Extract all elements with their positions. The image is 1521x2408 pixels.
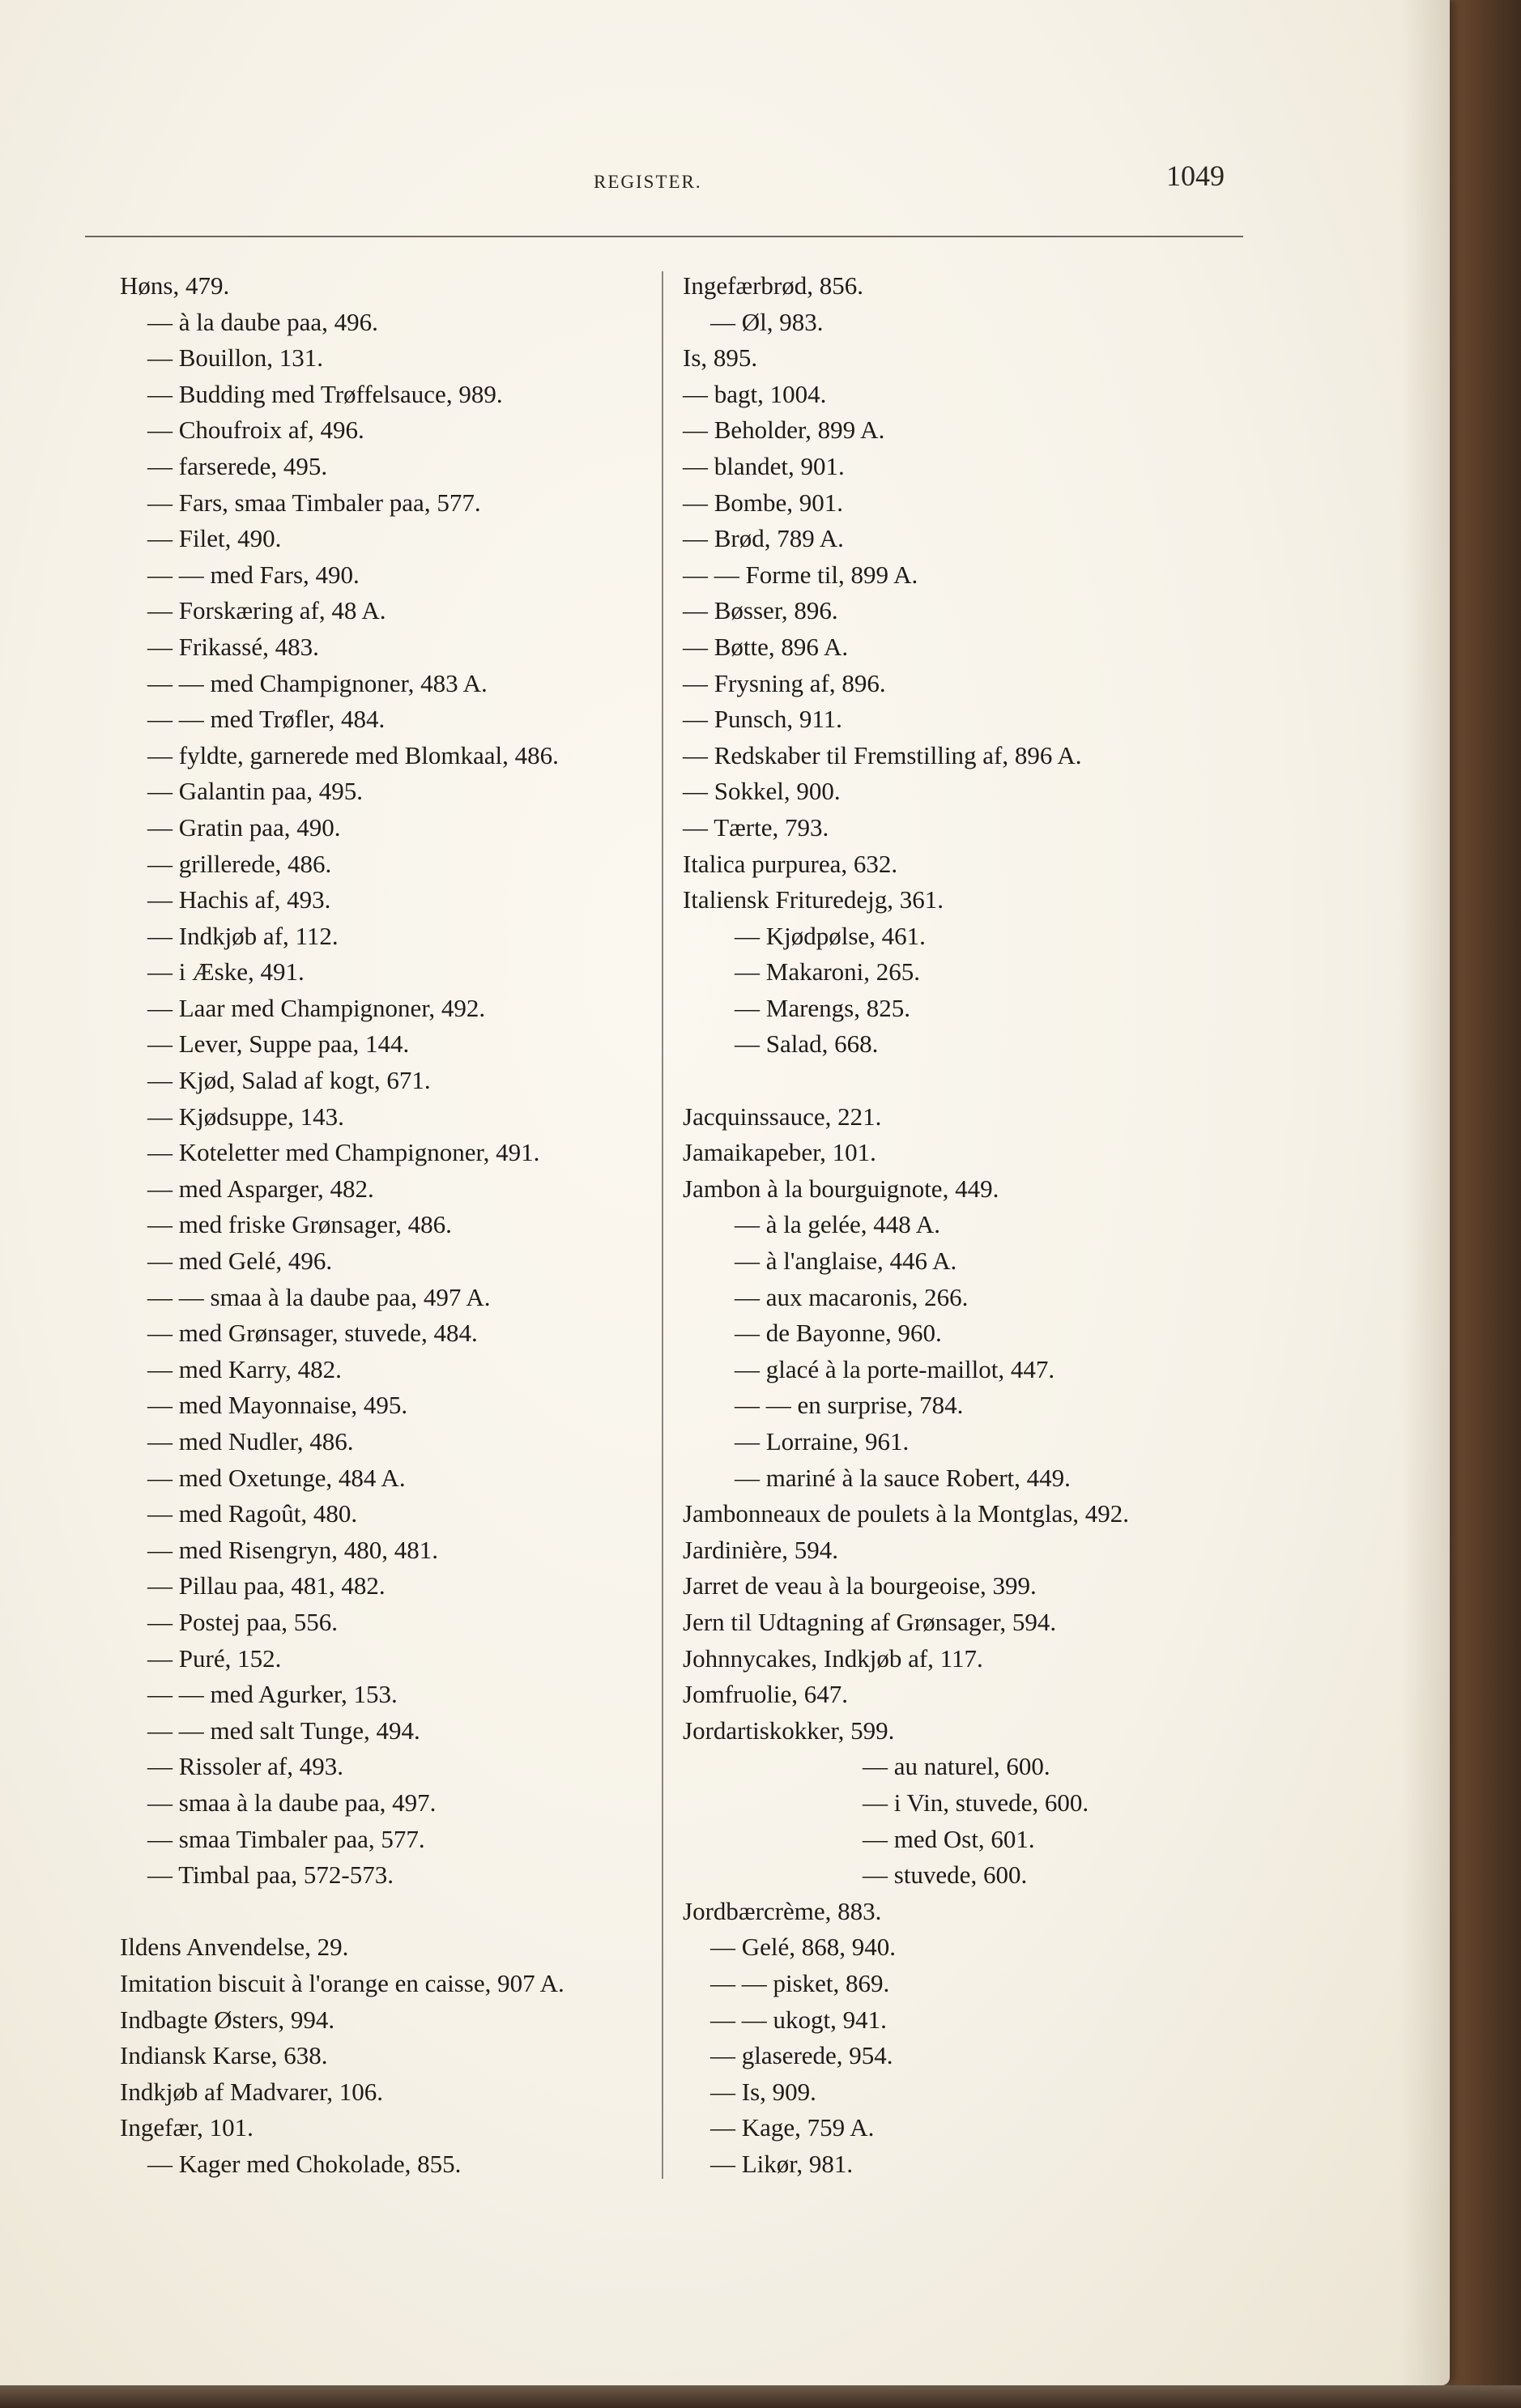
index-entry [683, 810, 1274, 846]
index-entry-text: — Makaroni, 265. [735, 957, 921, 987]
index-entry [683, 557, 1274, 594]
index-entry-text: Jambonneaux de poulets à la Montglas, 492. [683, 1499, 1130, 1528]
index-entry-text: Jambon à la bourguignote, 449. [683, 1174, 999, 1203]
index-entry [683, 1315, 1274, 1352]
index-entry-text: — Forskæring af, 48 A. [147, 596, 386, 625]
index-entry-text: — Bøtte, 896 A. [683, 632, 849, 661]
index-entry [683, 412, 1274, 449]
index-entry-text: — à la gelée, 448 A. [735, 1210, 940, 1239]
index-entry [683, 1749, 1274, 1785]
index-entry [120, 1749, 671, 1785]
index-entry [683, 1605, 1274, 1641]
index-entry-text: — glaserede, 954. [710, 2041, 893, 2070]
index-entry-text: — grillerede, 486. [147, 849, 332, 878]
index-entry [120, 1496, 671, 1532]
index-entry [120, 738, 671, 774]
index-entry-text: — aux macaronis, 266. [735, 1282, 969, 1311]
index-entry-text: Jarret de veau à la bourgeoise, 399. [683, 1571, 1037, 1600]
index-entry [120, 305, 671, 341]
index-entry [120, 1243, 671, 1280]
index-entry [683, 1387, 1274, 1424]
index-entry [683, 954, 1274, 991]
index-entry-text: — Lever, Suppe paa, 144. [147, 1029, 410, 1059]
index-entry-text: Ingefærbrød, 856. [683, 271, 863, 300]
index-entry-text: — — Forme til, 899 A. [683, 560, 918, 589]
index-entry-text: Italica purpurea, 632. [683, 849, 898, 878]
index-entry [683, 485, 1274, 522]
index-entry-text: — med Ost, 601. [863, 1824, 1035, 1853]
index-entry [683, 1532, 1274, 1569]
index-entry [683, 1713, 1274, 1750]
index-entry-text: — au naturel, 600. [863, 1752, 1050, 1781]
index-entry-text: — Tærte, 793. [683, 812, 829, 842]
index-entry-text: Jacquinssauce, 221. [683, 1102, 882, 1131]
index-entry-text: — Indkjøb af, 112. [147, 921, 339, 950]
index-entry-text: — Kager med Chokolade, 855. [147, 2149, 462, 2178]
index-entry-text: — Kage, 759 A. [710, 2113, 875, 2142]
index-entry-text: — Postej paa, 556. [147, 1607, 339, 1636]
index-entry [120, 918, 671, 955]
index-entry [120, 340, 671, 377]
index-entry-text: — med Nudler, 486. [147, 1427, 354, 1455]
index-entry-text: — Laar med Champignoner, 492. [147, 993, 486, 1022]
index-entry-text: Ingefær, 101. [120, 2113, 254, 2142]
index-entry-text: Ildens Anvendelse, 29. [120, 1933, 349, 1962]
index-entry [120, 1677, 671, 1713]
index-entry [120, 1568, 671, 1605]
index-entry [120, 1063, 671, 1099]
index-entry [120, 666, 671, 702]
index-entry [683, 918, 1274, 955]
index-entry-text: — — med salt Tunge, 494. [147, 1715, 420, 1745]
index-entry [683, 2074, 1274, 2111]
index-entry [683, 882, 1274, 918]
index-entry [683, 1171, 1274, 1208]
index-entry-text: — Likør, 981. [710, 2149, 854, 2178]
index-entry-text: — Marengs, 825. [735, 993, 910, 1022]
index-entry-text: — i Vin, stuvede, 600. [863, 1788, 1089, 1817]
index-entry [683, 774, 1274, 810]
index-entry [683, 1135, 1274, 1171]
index-entry [120, 1280, 671, 1316]
index-entry [683, 1424, 1274, 1460]
index-entry-text: — Gelé, 868, 940. [710, 1933, 897, 1962]
index-entry-text: — fyldte, garnerede med Blomkaal, 486. [147, 740, 559, 769]
index-entry-text: Indiansk Karse, 638. [120, 2041, 328, 2070]
index-entry [683, 2038, 1274, 2074]
index-entry-text: Jardinière, 594. [683, 1535, 838, 1564]
index-entry-text: — — smaa à la daube paa, 497 A. [147, 1282, 491, 1311]
index-entry [120, 1894, 671, 1930]
index-entry-text: — Rissoler af, 493. [147, 1752, 343, 1781]
index-entry [120, 485, 671, 522]
index-entry-text: — — pisket, 869. [710, 1968, 890, 1997]
index-entry [120, 1966, 671, 2002]
index-entry [683, 1894, 1274, 1930]
index-entry [683, 1026, 1274, 1063]
page-number: 1049 [1166, 160, 1225, 192]
index-entry [120, 2110, 671, 2146]
index-entry [120, 1424, 671, 1460]
index-column-left [120, 268, 671, 2182]
index-entry [683, 1822, 1274, 1858]
index-entry [683, 1352, 1274, 1388]
index-entry [683, 629, 1274, 666]
index-entry [120, 1135, 671, 1171]
index-entry [683, 701, 1274, 738]
index-entry [120, 2002, 671, 2039]
index-entry [120, 412, 671, 449]
index-entry-text: — — med Trøfler, 484. [147, 705, 386, 734]
index-entry [683, 1966, 1274, 2002]
index-entry [683, 305, 1274, 341]
index-entry [120, 1641, 671, 1677]
running-title: REGISTER. [594, 172, 702, 192]
index-entry [120, 593, 671, 629]
index-entry-text: Italiensk Frituredejg, 361. [683, 885, 944, 914]
index-entry-text: Jomfruolie, 647. [683, 1680, 849, 1709]
index-entry [683, 846, 1274, 883]
index-entry [120, 268, 671, 305]
index-entry-text: — à l'anglaise, 446 A. [735, 1247, 957, 1276]
index-entry [683, 1929, 1274, 1966]
index-entry [120, 846, 671, 883]
index-entry-text: — farserede, 495. [147, 451, 328, 480]
index-entry [120, 629, 671, 666]
index-entry-text: — med Gelé, 496. [147, 1247, 333, 1276]
index-entry-text: — med Mayonnaise, 495. [147, 1391, 408, 1420]
index-entry-text: — Galantin paa, 495. [147, 777, 364, 806]
index-entry-text: — Bøsser, 896. [683, 596, 838, 625]
index-entry [120, 1785, 671, 1822]
index-entry-text: Høns, 479. [120, 271, 230, 300]
index-entry [120, 1460, 671, 1497]
index-entry-text: Jamaikapeber, 101. [683, 1138, 876, 1167]
index-entry [683, 1280, 1274, 1316]
index-entry [683, 1460, 1274, 1497]
header-rule [85, 236, 1243, 237]
index-entry [120, 2146, 671, 2183]
index-entry-text: Imitation biscuit à l'orange en caisse, 907 A. [120, 1968, 565, 1997]
index-entry [120, 1822, 671, 1858]
index-entry-text: — — med Champignoner, 483 A. [147, 668, 488, 697]
index-entry-text: — Pillau paa, 481, 482. [147, 1571, 386, 1600]
index-entry-text: — Is, 909. [710, 2077, 816, 2106]
index-entry [120, 991, 671, 1027]
index-entry-text: — Puré, 152. [147, 1643, 282, 1673]
index-entry [120, 449, 671, 485]
index-entry-text: — smaa Timbaler paa, 577. [147, 1824, 425, 1853]
index-entry-text: — Gratin paa, 490. [147, 812, 341, 842]
index-entry-text: — med Grønsager, stuvede, 484. [147, 1319, 478, 1348]
index-entry [683, 593, 1274, 629]
index-entry-text: — — en surprise, 784. [735, 1391, 964, 1420]
index-entry [683, 1099, 1274, 1136]
index-entry-text: — Bouillon, 131. [147, 343, 324, 373]
index-entry-text: — Punsch, 911. [683, 705, 842, 734]
index-column-right [683, 268, 1274, 2182]
index-entry [120, 774, 671, 810]
index-entry [683, 268, 1274, 305]
index-entry-text: — Timbal paa, 572-573. [147, 1860, 394, 1890]
index-entry [120, 1387, 671, 1424]
index-entry [683, 377, 1274, 413]
index-entry-text: — med Oxetunge, 484 A. [147, 1463, 406, 1492]
index-entry [120, 1929, 671, 1966]
index-entry [683, 449, 1274, 485]
index-entry-text: — Hachis af, 493. [147, 885, 331, 914]
index-entry-text: Jordartiskokker, 599. [683, 1715, 895, 1745]
index-entry [683, 1207, 1274, 1243]
index-entry [120, 810, 671, 846]
index-entry-text: — — med Fars, 490. [147, 560, 360, 589]
index-entry-text: — Frikassé, 483. [147, 632, 319, 661]
index-entry-text: Johnnycakes, Indkjøb af, 117. [683, 1643, 983, 1673]
index-entry-text: — med Ragoût, 480. [147, 1499, 358, 1528]
index-entry [683, 340, 1274, 377]
index-entry-text: — Fars, smaa Timbaler paa, 577. [147, 488, 481, 517]
index-entry [683, 991, 1274, 1027]
index-entry [683, 1857, 1274, 1894]
index-entry [683, 2146, 1274, 2183]
index-entry-text: — Sokkel, 900. [683, 777, 841, 806]
index-entry [683, 1063, 1274, 1099]
index-entry-text: — glacé à la porte-maillot, 447. [735, 1354, 1055, 1383]
index-entry-text: — Kjød, Salad af kogt, 671. [147, 1066, 431, 1095]
index-entry-text: Indbagte Østers, 994. [120, 2005, 335, 2034]
index-entry [683, 2002, 1274, 2039]
index-entry [683, 1243, 1274, 1280]
index-entry [683, 1568, 1274, 1605]
index-entry [683, 1785, 1274, 1822]
index-entry [120, 701, 671, 738]
index-entry-text: — stuvede, 600. [863, 1860, 1028, 1890]
index-entry-text: — Brød, 789 A. [683, 524, 844, 553]
index-entry-text: — med friske Grønsager, 486. [147, 1210, 452, 1239]
index-entry-text: — Bombe, 901. [683, 488, 844, 517]
index-entry-text: Jordbærcrème, 883. [683, 1896, 882, 1925]
index-entry [683, 1677, 1274, 1713]
index-entry [120, 954, 671, 991]
index-entry-text: — Øl, 983. [710, 307, 824, 336]
index-entry-text: Indkjøb af Madvarer, 106. [120, 2077, 384, 2106]
index-entry [120, 2074, 671, 2111]
index-entry-text: — de Bayonne, 960. [735, 1319, 942, 1348]
index-entry [120, 557, 671, 594]
index-entry [120, 1605, 671, 1641]
index-entry [120, 882, 671, 918]
index-entry [683, 1641, 1274, 1677]
index-entry-text: — Salad, 668. [735, 1029, 879, 1059]
index-entry-text: — Filet, 490. [147, 524, 282, 553]
index-entry-text: — med Karry, 482. [147, 1354, 342, 1383]
index-entry-text: — bagt, 1004. [683, 379, 827, 408]
index-entry [120, 1315, 671, 1352]
index-entry-text: — à la daube paa, 496. [147, 307, 378, 336]
index-entry [120, 1352, 671, 1388]
index-entry-text: — med Asparger, 482. [147, 1174, 374, 1203]
index-entry-text: — blandet, 901. [683, 451, 845, 480]
index-entry [120, 1532, 671, 1569]
index-entry-text: — i Æske, 491. [147, 957, 305, 987]
index-entry-text: — smaa à la daube paa, 497. [147, 1788, 437, 1817]
index-entry [683, 666, 1274, 702]
index-entry [683, 1496, 1274, 1532]
index-entry [120, 1857, 671, 1894]
index-entry-text: — Kjødpølse, 461. [735, 921, 926, 950]
index-entry [120, 1171, 671, 1208]
index-entry-text: — — med Agurker, 153. [147, 1680, 398, 1709]
index-entry [683, 738, 1274, 774]
index-entry-text: Is, 895. [683, 343, 758, 373]
index-entry-text: — Lorraine, 961. [735, 1427, 910, 1455]
index-entry [120, 521, 671, 557]
index-entry [120, 1099, 671, 1136]
index-entry-text: Jern til Udtagning af Grønsager, 594. [683, 1607, 1057, 1636]
index-entry [683, 2110, 1274, 2146]
index-entry-text: — Budding med Trøffelsauce, 989. [147, 379, 503, 408]
index-entry-text: — Frysning af, 896. [683, 668, 886, 697]
index-entry [120, 1713, 671, 1750]
index-entry-text: — mariné à la sauce Robert, 449. [735, 1463, 1071, 1492]
index-entry [120, 377, 671, 413]
index-entry [120, 1026, 671, 1063]
index-entry-text: — Choufroix af, 496. [147, 416, 364, 445]
index-entry-text: — med Risengryn, 480, 481. [147, 1535, 439, 1564]
page-bottom-edge [0, 2385, 1521, 2408]
index-entry-text: — Beholder, 899 A. [683, 416, 885, 445]
index-entry [120, 1207, 671, 1243]
index-entry-text: — Koteletter med Champignoner, 491. [147, 1138, 540, 1167]
index-entry [683, 521, 1274, 557]
index-entry-text: — Redskaber til Fremstilling af, 896 A. [683, 740, 1082, 769]
index-entry [120, 2038, 671, 2074]
index-entry-text: — Kjødsuppe, 143. [147, 1102, 344, 1131]
index-entry-text: — — ukogt, 941. [710, 2005, 887, 2034]
